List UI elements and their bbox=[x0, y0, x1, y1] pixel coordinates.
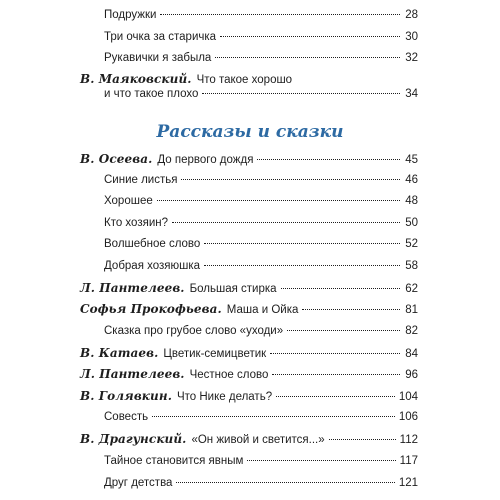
dot-leader bbox=[204, 243, 400, 244]
toc-entry bbox=[80, 281, 418, 296]
toc-entry bbox=[80, 216, 418, 230]
entry-title: Сказка про грубое слово «уходи» bbox=[104, 325, 284, 337]
dot-leader bbox=[176, 482, 394, 483]
toc-entry bbox=[80, 367, 418, 382]
section-heading: Рассказы и сказки bbox=[156, 122, 344, 142]
entry-page-number: 81 bbox=[405, 304, 418, 316]
entry-page-number: 104 bbox=[398, 391, 418, 403]
entry-page-number: 112 bbox=[399, 434, 418, 446]
entry-title: Тайное становится явным bbox=[104, 455, 244, 467]
toc-entry bbox=[80, 346, 418, 361]
entry-title: Совесть bbox=[104, 411, 149, 423]
entry-title: «Он живой и светится...» bbox=[191, 434, 325, 446]
entry-title: Что такое хорошо bbox=[196, 74, 293, 86]
dot-leader bbox=[247, 460, 395, 461]
toc-entry bbox=[80, 454, 418, 468]
entry-page-number: 121 bbox=[398, 477, 418, 489]
entry-title: Синие листья bbox=[104, 174, 178, 186]
dot-leader bbox=[157, 200, 400, 201]
toc-entry bbox=[80, 237, 418, 251]
entry-page-number: 45 bbox=[405, 154, 418, 166]
entry-author: В. Голявкин. bbox=[80, 389, 172, 403]
entry-title: Друг детства bbox=[104, 477, 173, 489]
entry-author: В. Драгунский. bbox=[80, 432, 187, 446]
dot-leader bbox=[215, 57, 400, 58]
entry-page-number: 58 bbox=[405, 260, 418, 272]
entry-title: Хорошее bbox=[104, 195, 153, 207]
toc-entry bbox=[80, 51, 418, 65]
entry-page-number: 28 bbox=[405, 9, 418, 21]
toc-entry bbox=[80, 259, 418, 273]
dot-leader bbox=[302, 309, 400, 310]
entry-page-number: 62 bbox=[405, 283, 418, 295]
dot-leader bbox=[257, 159, 400, 160]
entry-title: Подружки bbox=[104, 9, 157, 21]
entry-title-continued: и что такое плохо bbox=[104, 88, 199, 100]
entry-page-number: 34 bbox=[405, 88, 418, 100]
entry-page-number: 52 bbox=[405, 238, 418, 250]
entry-author: Л. Пантелеев. bbox=[80, 367, 185, 381]
entry-page-number: 117 bbox=[399, 455, 418, 467]
entry-page-number: 106 bbox=[398, 411, 418, 423]
dot-leader bbox=[204, 265, 400, 266]
dot-leader bbox=[220, 36, 400, 37]
dot-leader bbox=[329, 439, 396, 440]
entry-title: Рукавички я забыла bbox=[104, 52, 212, 64]
toc-entry bbox=[80, 432, 418, 447]
entry-title: Честное слово bbox=[189, 369, 269, 381]
toc-entry bbox=[80, 476, 418, 490]
entry-author: Софья Прокофьева. bbox=[80, 302, 222, 316]
toc-entry bbox=[80, 152, 418, 167]
entry-page-number: 48 bbox=[405, 195, 418, 207]
entry-page-number: 96 bbox=[405, 369, 418, 381]
dot-leader bbox=[276, 396, 395, 397]
dot-leader bbox=[181, 179, 400, 180]
toc-entry bbox=[80, 173, 418, 187]
toc-entry bbox=[80, 389, 418, 404]
dot-leader bbox=[281, 288, 400, 289]
entry-title: Волшебное слово bbox=[104, 238, 201, 250]
entry-title: Большая стирка bbox=[189, 283, 277, 295]
toc-entry bbox=[80, 324, 418, 338]
dot-leader bbox=[270, 353, 400, 354]
entry-page-number: 30 bbox=[405, 31, 418, 43]
entry-page-number: 50 bbox=[405, 217, 418, 229]
entry-page-number: 84 bbox=[405, 348, 418, 360]
toc-entry bbox=[80, 194, 418, 208]
dot-leader bbox=[287, 330, 400, 331]
toc-entry bbox=[80, 302, 418, 317]
entry-author: В. Маяковский. bbox=[80, 72, 192, 86]
entry-title: Что Нике делать? bbox=[176, 391, 273, 403]
entry-page-number: 82 bbox=[405, 325, 418, 337]
entry-author: В. Осеева. bbox=[80, 152, 153, 166]
entry-author: В. Катаев. bbox=[80, 346, 159, 360]
entry-title: До первого дождя bbox=[157, 154, 254, 166]
dot-leader bbox=[160, 14, 400, 15]
entry-page-number: 46 bbox=[405, 174, 418, 186]
entry-page-number: 32 bbox=[405, 52, 418, 64]
toc-entry bbox=[80, 72, 418, 101]
entry-author: Л. Пантелеев. bbox=[80, 281, 185, 295]
toc-entry bbox=[80, 8, 418, 22]
entry-title: Цветик-семицветик bbox=[163, 348, 267, 360]
dot-leader bbox=[152, 416, 395, 417]
entry-title: Три очка за старичка bbox=[104, 31, 217, 43]
entry-title: Кто хозяин? bbox=[104, 217, 168, 229]
entry-title: Добрая хозяюшка bbox=[104, 260, 201, 272]
dot-leader bbox=[172, 222, 400, 223]
toc-entry bbox=[80, 410, 418, 424]
dot-leader bbox=[202, 93, 400, 94]
toc-entry bbox=[80, 30, 418, 44]
dot-leader bbox=[272, 374, 400, 375]
entry-title: Маша и Ойка bbox=[226, 304, 299, 316]
